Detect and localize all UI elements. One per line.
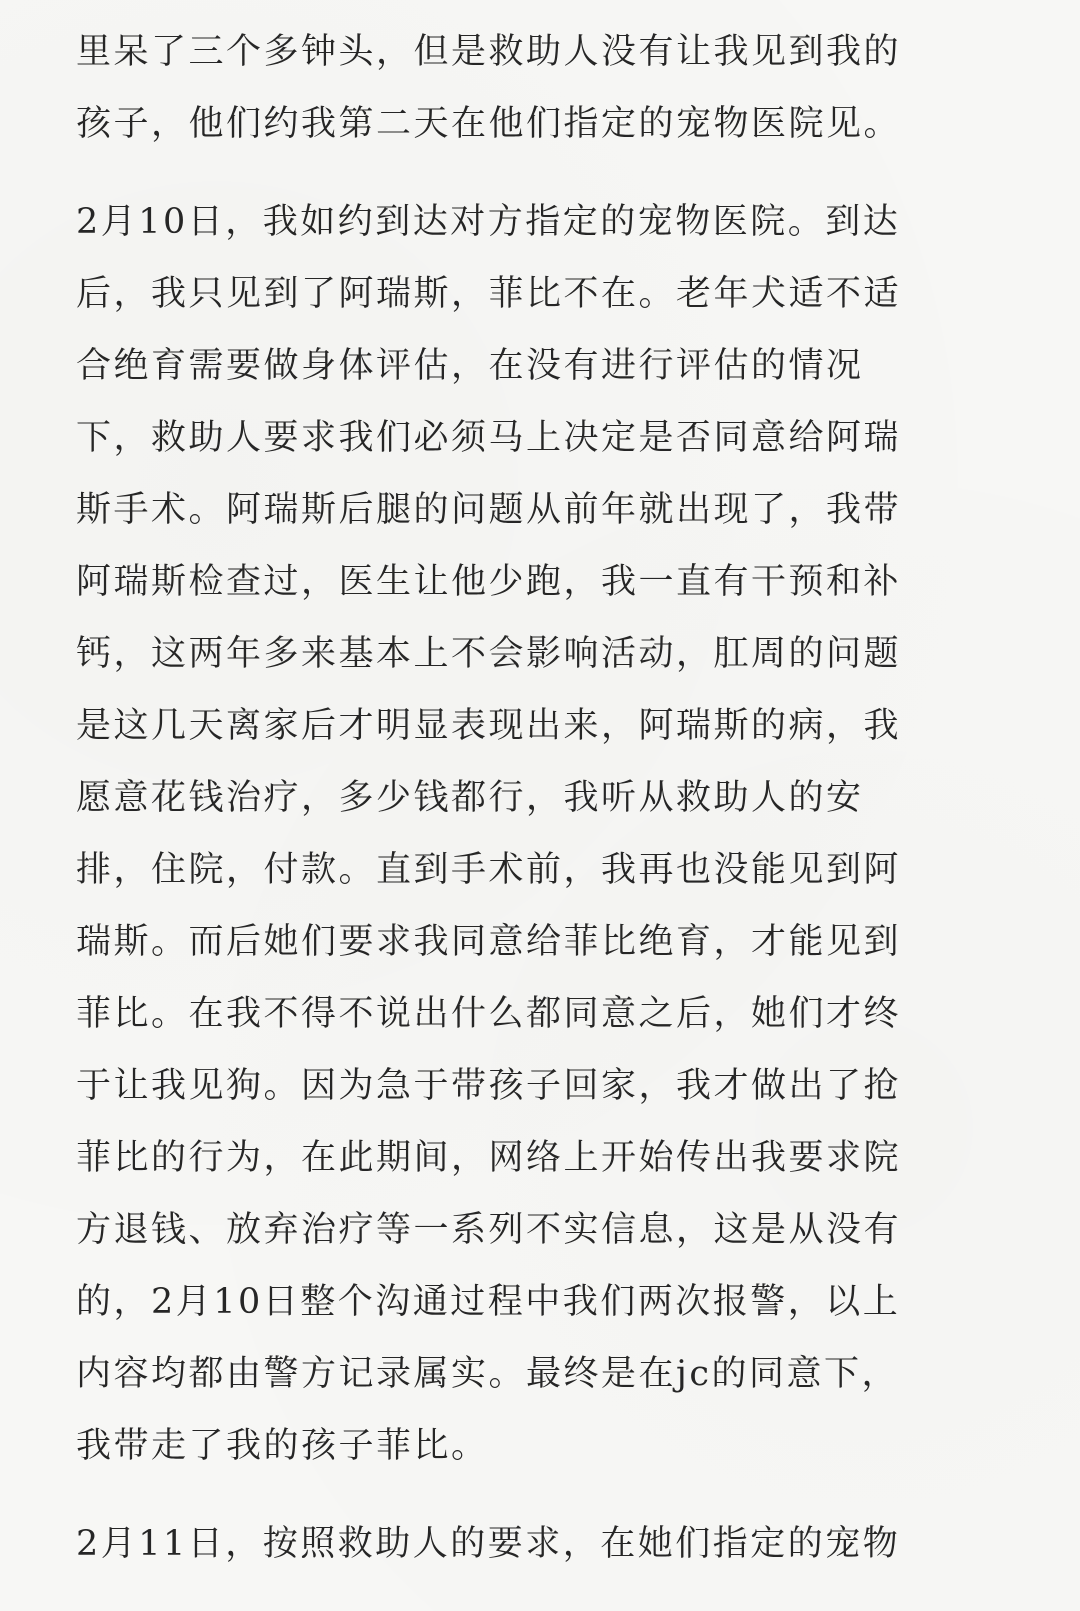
article-body — [76, 0, 1006, 1580]
paragraph-1: 里呆了三个多钟头，但是救助人没有让我见到我的 孩子，他们约我第二天在他们指定的宠物医院见。 — [76, 32, 902, 144]
paragraph-3: 2月11日，按照救助人的要求，在她们指定的宠物 — [76, 1524, 901, 1564]
paragraph-gap — [76, 160, 1006, 186]
paragraph-gap — [76, 1482, 1006, 1508]
paragraph-2: 2月10日，我如约到达对方指定的宠物医院。到达 后，我只见到了阿瑞斯，菲比不在。老年犬适不适 合绝育需要做身体评估，在没有进行评估的情况 下，救助人要求我们必须马上决定是否同意给阿瑞 斯手术。阿瑞斯后腿的问题从前年就出现了，我带 阿瑞斯检查过，医生让他少跑，我一直有干预和补 钙，这两年多来基本上不会影响活动，肛周的问题 是这几天离家后才明显表现出来，阿瑞斯的病，我 愿意花钱治疗，多少钱都行，我听从救助人的安 排，住院，付款。直到手术前，我再也没能见到阿 瑞斯。而后她们要求我同意给菲比绝育，才能见到 菲比。在我不得不说出什么都同意之后，她们才终 于让我见狗。因为急于带孩子回家，我才做出了抢 菲比的行为，在此期间，网络上开始传出我要求院 方退钱、放弃治疗等一系列不实信息，这是从没有 的，2月10日整个沟通过程中我们两次报警，以上 内容均都由警方记录属实。最终是在jc的同意下， 我带走了我的孩子菲比。 — [76, 202, 902, 1466]
